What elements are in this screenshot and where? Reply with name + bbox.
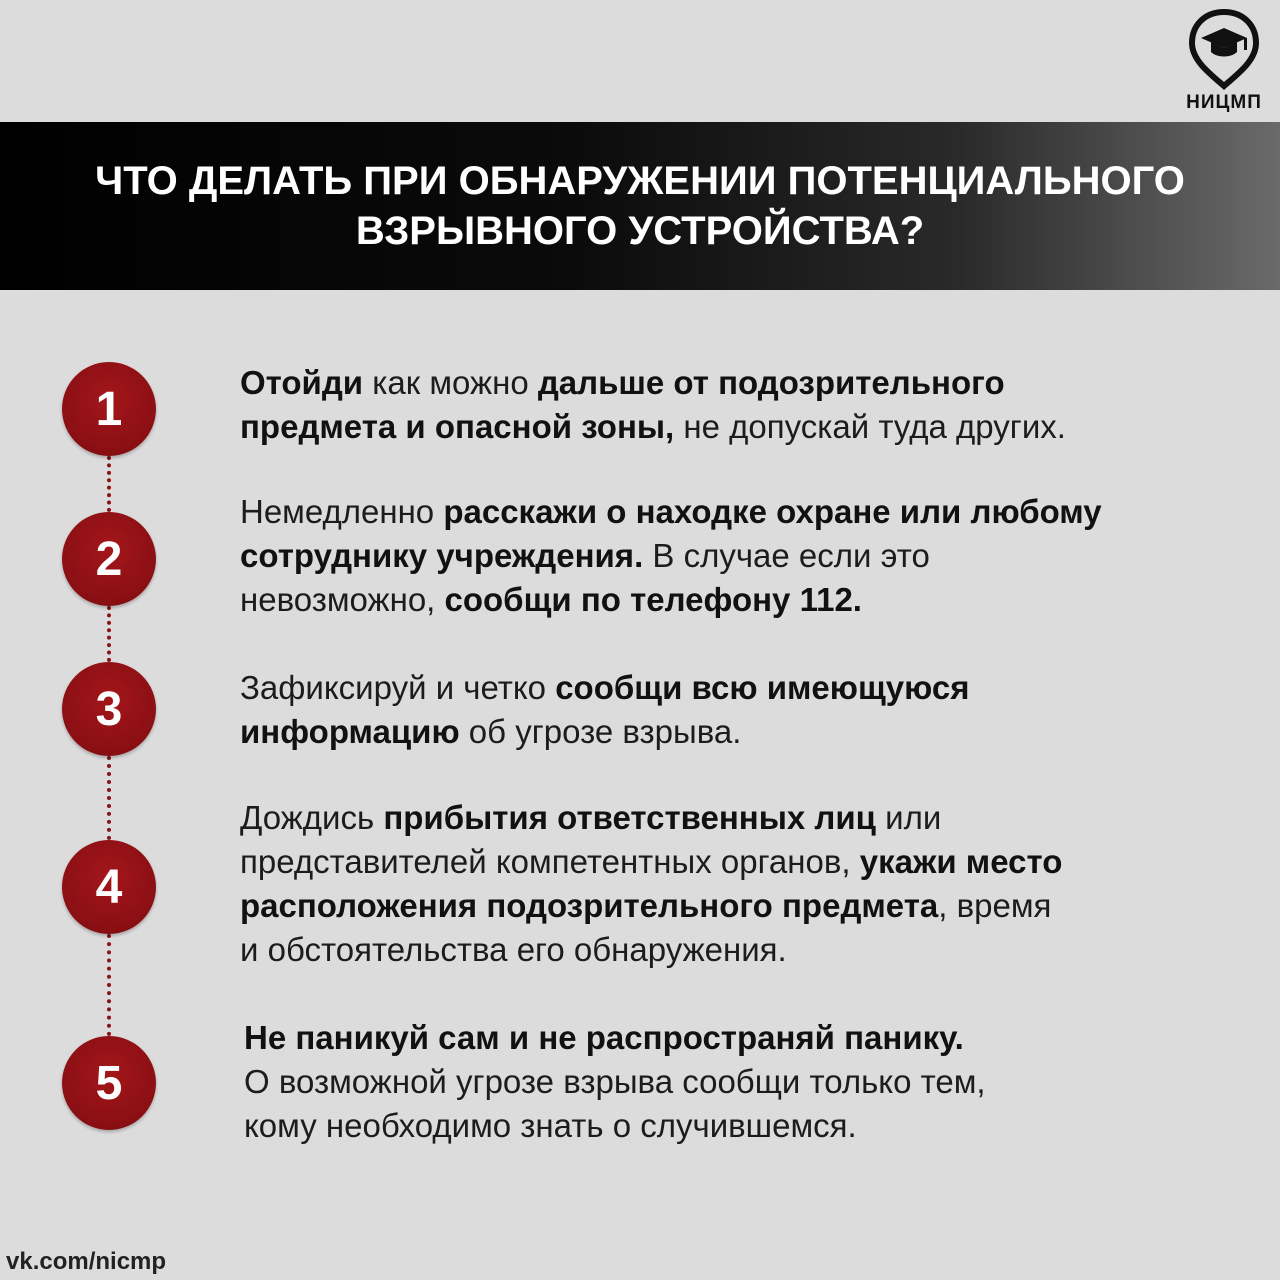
step-number-badge: 4	[62, 840, 156, 934]
step-number-badge: 2	[62, 512, 156, 606]
step-connector	[107, 756, 111, 840]
step-text-regular: невозможно,	[240, 581, 445, 618]
step-text-bold: укажи место	[859, 843, 1063, 880]
step-text-bold: предмета и опасной зоны,	[240, 408, 675, 445]
page-title: ЧТО ДЕЛАТЬ ПРИ ОБНАРУЖЕНИИ ПОТЕНЦИАЛЬНОГО ВЗРЫВНОГО УСТРОЙСТВА?	[95, 159, 1185, 253]
step-number-badge: 3	[62, 662, 156, 756]
step-text-regular: В случае если это	[643, 537, 930, 574]
step-text-regular: как можно	[363, 364, 538, 401]
step-text-regular: представителей компетентных органов,	[240, 843, 860, 880]
step-text-bold: Отойди	[240, 364, 364, 401]
step-text-regular: Немедленно	[240, 493, 444, 530]
step-number-badge: 5	[62, 1036, 156, 1130]
step-connector	[107, 456, 111, 512]
footer-link[interactable]: vk.com/nicmp	[6, 1248, 167, 1275]
step-text-regular: Зафиксируй и четко	[240, 669, 556, 706]
step-text-regular: об угрозе взрыва.	[459, 713, 742, 750]
step-text-bold: сообщи по телефону 112.	[444, 581, 862, 618]
step-text-regular: и обстоятельства его обнаружения.	[240, 931, 787, 968]
step-text-regular: кому необходимо знать о случившемся.	[244, 1107, 857, 1144]
step-text	[244, 1016, 1234, 1148]
step-text	[240, 666, 1230, 754]
step-text-regular: О возможной угрозе взрыва сообщи только тем,	[244, 1063, 986, 1100]
step-text-bold: расположения подозрительного предмета	[240, 887, 939, 924]
step-text-bold: сообщи всю имеющуюся	[555, 669, 970, 706]
logo-text: НИЦМП	[1186, 92, 1262, 113]
step-text	[240, 361, 1230, 449]
step-number-badge: 1	[62, 362, 156, 456]
step-connector	[107, 606, 111, 662]
step-text-bold: информацию	[240, 713, 460, 750]
step-text	[240, 490, 1230, 622]
step-connector	[107, 934, 111, 1036]
step-text-regular: Дождись	[240, 799, 384, 836]
step-text-bold: Не паникуй сам и не распространяй панику.	[244, 1019, 964, 1056]
step-text-regular: , время	[938, 887, 1052, 924]
step-text-regular: или	[875, 799, 942, 836]
step-text-bold: дальше от подозрительного	[537, 364, 1005, 401]
step-text-bold: расскажи о находке охране или любому	[443, 493, 1102, 530]
step-text	[240, 796, 1230, 972]
step-text-regular: не допускай туда других.	[674, 408, 1066, 445]
step-text-bold: сотруднику учреждения.	[240, 537, 644, 574]
step-text-bold: прибытия ответственных лиц	[383, 799, 876, 836]
